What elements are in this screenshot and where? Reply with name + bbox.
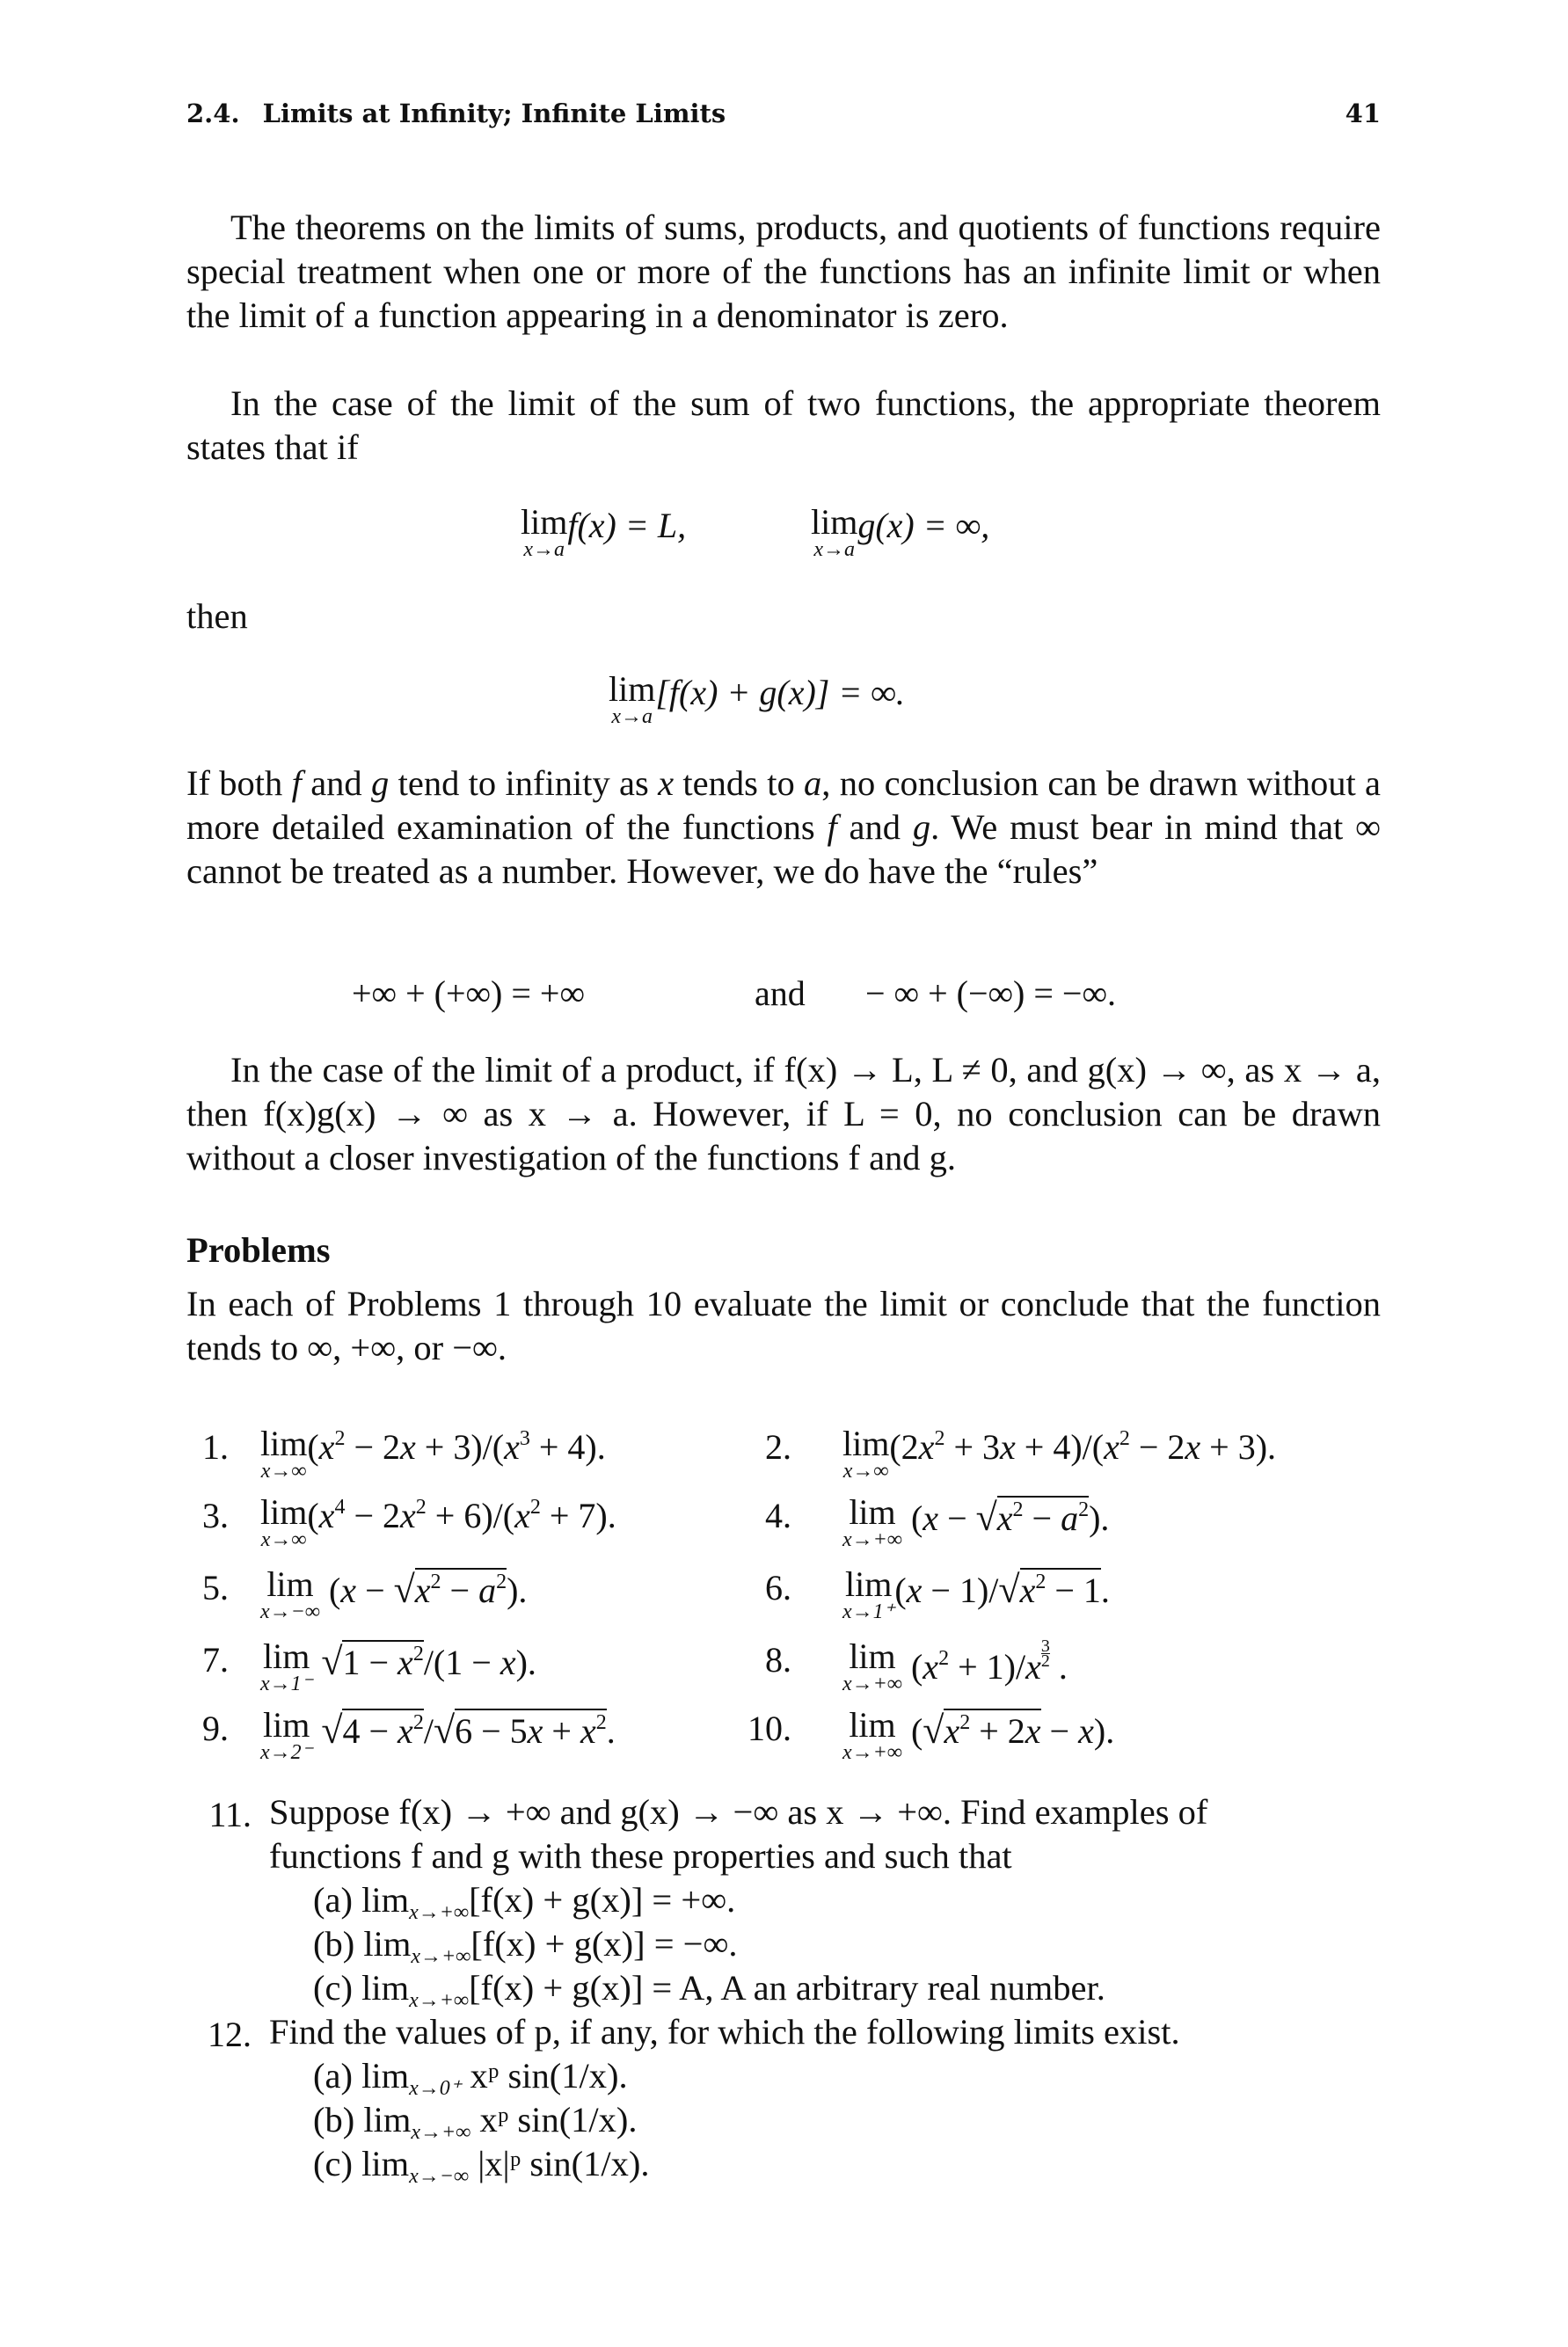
then-word: then xyxy=(186,596,248,636)
eq1-left: f(x) = L, xyxy=(567,506,687,545)
problem-5-expression: lim x→−∞ $(x - √x^2 - a^2)$. xyxy=(260,1564,528,1623)
problem-1-expression: lim x→∞ $(x^2 - 2x + 3)/(x^3 + 4)$. xyxy=(260,1424,606,1483)
paragraph-3: If both f and g tend to infinity as x tends to a, no conclusion can be drawn without a more detailed examination of the functions f and g. We must bear in mind that ∞ cannot be treated as a number. However, we do have the “rules” xyxy=(186,763,1382,891)
problem-11-line-1: Suppose f(x) → +∞ and g(x) → −∞ as x → +∞. Find examples of xyxy=(269,1792,1208,1832)
lim-operator: lim x→a xyxy=(609,669,656,728)
problem-7-expression: lim x→1⁻ $√1 - x^2/(1 - x)$. xyxy=(260,1636,536,1695)
problem-number: 2. xyxy=(765,1427,791,1467)
section-number: 2.4. xyxy=(186,98,240,128)
problem-number: 12. xyxy=(208,2015,252,2054)
problem-2-expression: lim x→∞ $(2x^2 + 3x + 4)/(x^2 - 2x + 3)$. xyxy=(842,1424,1277,1483)
problem-10-expression: lim x→+∞ $(√x^2 + 2x - x)$. xyxy=(842,1705,1115,1764)
problem-number: 11. xyxy=(208,1795,252,1834)
paragraph-1: The theorems on the limits of sums, products, and quotients of functions require special treatment when one or more of the functions has an infinite limit or when the limit of a function appearing in a denominator is zero. xyxy=(186,208,1381,335)
problem-11-part-b: (b) limx→+∞[f(x) + g(x)] = −∞. xyxy=(313,1924,738,1968)
problem-8-expression: lim x→+∞ $(x^2 + 1)/x$ $\frac{3}{2}$ . xyxy=(842,1636,1068,1695)
problem-11-part-a: (a) limx→+∞[f(x) + g(x)] = +∞. xyxy=(313,1880,736,1924)
lim-operator: lim x→a xyxy=(811,502,858,561)
problem-number: 3. xyxy=(202,1496,229,1535)
problem-12-part-a: (a) limx→0⁺ xᵖ sin(1/x). xyxy=(313,2056,628,2100)
paragraph-2: In the case of the limit of the sum of two functions, the appropriate theorem states that if xyxy=(186,383,1381,467)
problems-heading: Problems xyxy=(186,1230,331,1270)
problem-12-line-1: Find the values of p, if any, for which the following limits exist. xyxy=(269,2012,1180,2052)
lim-operator: lim x→a xyxy=(521,502,568,561)
problem-6-expression: lim x→1⁺ $(x - 1)/√x^2 - 1$. xyxy=(842,1564,1110,1623)
equation-sum-limit xyxy=(609,669,905,728)
section-heading xyxy=(186,98,726,128)
problem-number: 5. xyxy=(202,1568,229,1607)
problem-12-part-c: (c) limx→−∞ |x|ᵖ sin(1/x). xyxy=(313,2144,650,2188)
problem-11-line-2: functions f and g with these properties and such that xyxy=(269,1836,1012,1876)
rule-plus-infinity: +∞ + (+∞) = +∞ xyxy=(352,973,585,1013)
rule-minus-infinity: − ∞ + (−∞) = −∞. xyxy=(865,973,1116,1013)
problem-9-expression: lim x→2⁻ $√4 - x^2/√6 - 5x + x^2$. xyxy=(260,1705,616,1764)
eq2-body: [f(x) + g(x)] = ∞. xyxy=(655,673,905,712)
running-header xyxy=(186,98,1381,128)
paragraph-4: In the case of the limit of a product, if f(x) → L, L ≠ 0, and g(x) → ∞, as x → a, then f(x)g(x) → ∞ as x → a. However, if L = 0, no conclusion can be drawn without a closer investigation of the functions f and g. xyxy=(186,1050,1381,1177)
section-title: Limits at Infinity; Infinite Limits xyxy=(262,98,726,128)
problem-number: 10. xyxy=(748,1709,791,1748)
problem-number: 7. xyxy=(202,1640,229,1680)
problem-number: 6. xyxy=(765,1568,791,1607)
page-number: 41 xyxy=(1345,98,1381,128)
eq1-right: g(x) = ∞, xyxy=(857,506,990,545)
problem-3-expression: lim x→∞ $(x^4 - 2x^2 + 6)/(x^2 + 7)$. xyxy=(260,1492,616,1551)
problem-12-part-b: (b) limx→+∞ xᵖ sin(1/x). xyxy=(313,2100,638,2144)
problem-number: 8. xyxy=(765,1640,791,1680)
problem-number: 1. xyxy=(202,1427,229,1467)
equation-limit-g xyxy=(811,502,990,561)
rules-and: and xyxy=(755,973,806,1013)
problem-number: 9. xyxy=(202,1709,229,1748)
problem-11-part-c: (c) limx→+∞[f(x) + g(x)] = A, A an arbitrary real number. xyxy=(313,1968,1105,2012)
problem-4-expression: lim x→+∞ $(x - √x^2 - a^2)$. xyxy=(842,1492,1110,1551)
equation-limit-f xyxy=(521,502,687,561)
problem-number: 4. xyxy=(765,1496,791,1535)
problems-intro: In each of Problems 1 through 10 evaluate the limit or conclude that the function tends to ∞, +∞, or −∞. xyxy=(186,1284,1381,1367)
